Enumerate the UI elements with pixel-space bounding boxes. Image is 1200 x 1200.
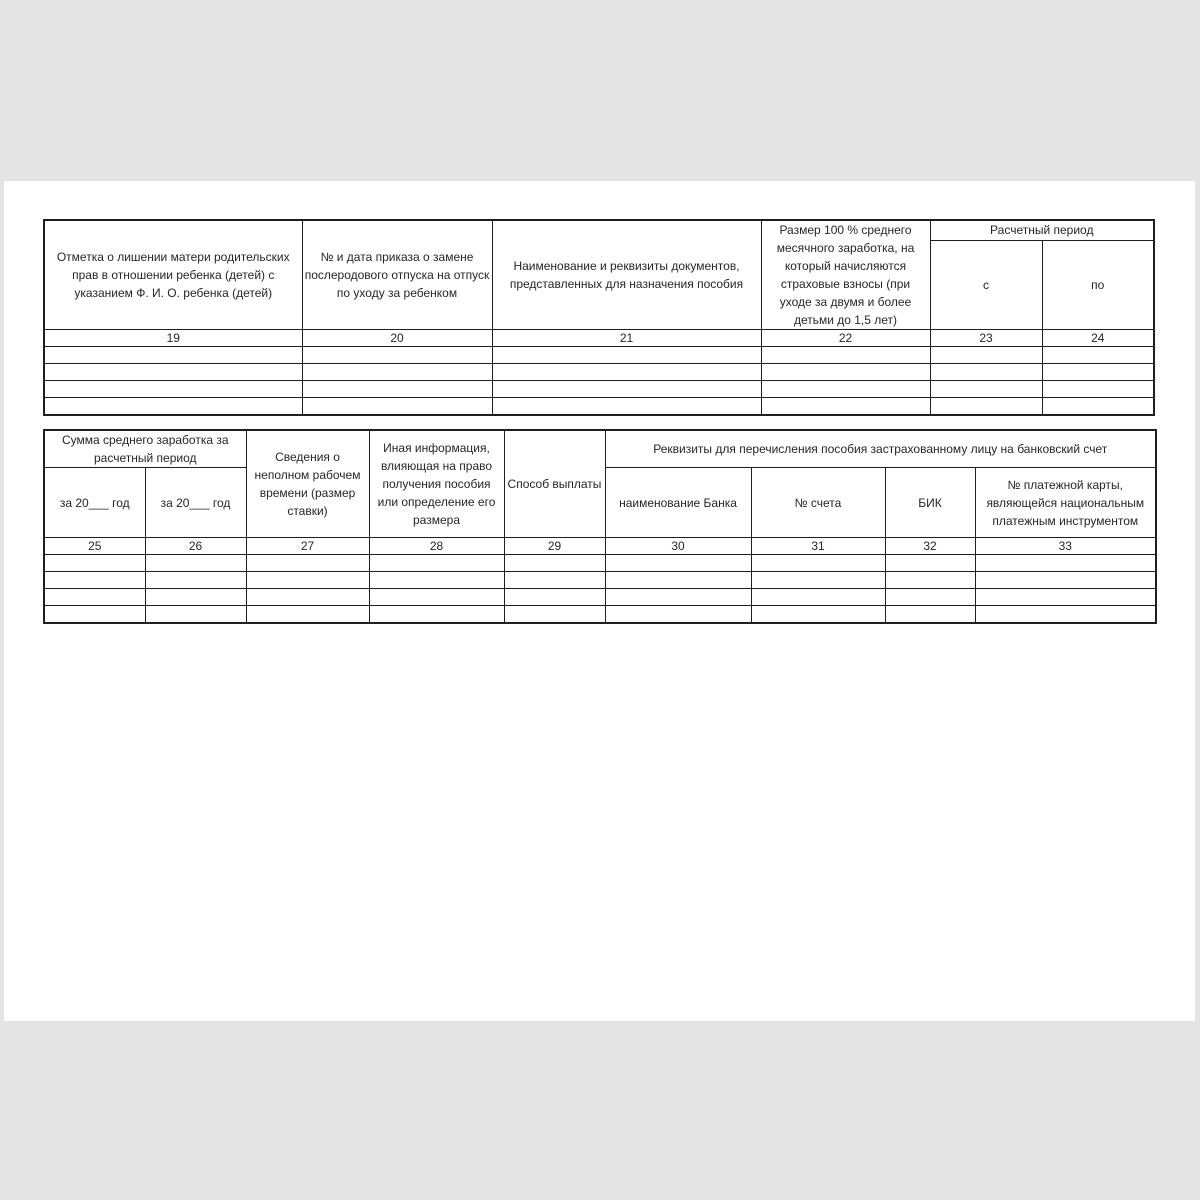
- table-cell[interactable]: [369, 555, 504, 572]
- column-number: 26: [145, 538, 246, 555]
- table-cell[interactable]: [302, 347, 492, 364]
- table-cell[interactable]: [885, 555, 975, 572]
- header-col-22: Размер 100 % среднего месячного заработка, на который начисляются страховые взносы (при уходе за двумя и более детьми до 1,5 лет): [761, 220, 930, 330]
- table-cell[interactable]: [504, 589, 605, 606]
- table-cell[interactable]: [930, 364, 1042, 381]
- table-cell[interactable]: [145, 606, 246, 624]
- header-col-25: за 20___ год: [44, 468, 145, 538]
- column-number: 33: [975, 538, 1156, 555]
- table-cell[interactable]: [761, 398, 930, 416]
- table-row: [44, 589, 1156, 606]
- header-col-33: № платежной карты, являющейся национальным платежным инструментом: [975, 468, 1156, 538]
- table-cell[interactable]: [975, 572, 1156, 589]
- table-cell[interactable]: [751, 572, 885, 589]
- table-cell[interactable]: [751, 606, 885, 624]
- table-cell[interactable]: [885, 589, 975, 606]
- table-cell[interactable]: [1042, 381, 1154, 398]
- table-cell[interactable]: [492, 364, 761, 381]
- table-cell[interactable]: [975, 589, 1156, 606]
- header-col-27: Сведения о неполном рабочем времени (размер ставки): [246, 430, 369, 538]
- table-cell[interactable]: [369, 572, 504, 589]
- table-row: [44, 364, 1154, 381]
- table-row: [44, 347, 1154, 364]
- table-cell[interactable]: [44, 364, 302, 381]
- table-cell[interactable]: [605, 589, 751, 606]
- table-cell[interactable]: [504, 606, 605, 624]
- benefit-table-part-1: [43, 219, 1155, 416]
- column-number: 27: [246, 538, 369, 555]
- table-cell[interactable]: [44, 555, 145, 572]
- table-cell[interactable]: [145, 555, 246, 572]
- column-number: 19: [44, 330, 302, 347]
- table-cell[interactable]: [605, 606, 751, 624]
- table-cell[interactable]: [504, 572, 605, 589]
- header-period: Расчетный период: [930, 220, 1154, 240]
- table-cell[interactable]: [492, 347, 761, 364]
- table-cell[interactable]: [246, 555, 369, 572]
- table-cell[interactable]: [1042, 398, 1154, 416]
- table-cell[interactable]: [975, 555, 1156, 572]
- table-cell[interactable]: [761, 381, 930, 398]
- column-number: 20: [302, 330, 492, 347]
- header-col-26: за 20___ год: [145, 468, 246, 538]
- table-cell[interactable]: [1042, 364, 1154, 381]
- header-average-earnings: Сумма среднего заработка за расчетный период: [44, 430, 246, 468]
- column-number-row: [44, 538, 1156, 555]
- table-cell[interactable]: [885, 606, 975, 624]
- table-cell[interactable]: [930, 398, 1042, 416]
- header-col-23: с: [930, 240, 1042, 329]
- form-sheet: [4, 181, 1195, 1021]
- table-cell[interactable]: [885, 572, 975, 589]
- table-cell[interactable]: [44, 606, 145, 624]
- table-cell[interactable]: [751, 555, 885, 572]
- column-number: 22: [761, 330, 930, 347]
- column-number: 31: [751, 538, 885, 555]
- table-row: [44, 398, 1154, 416]
- header-col-31: № счета: [751, 468, 885, 538]
- table-cell[interactable]: [44, 398, 302, 416]
- table-cell[interactable]: [369, 589, 504, 606]
- table-cell[interactable]: [605, 572, 751, 589]
- table-cell[interactable]: [751, 589, 885, 606]
- table-cell[interactable]: [302, 364, 492, 381]
- column-number-row: [44, 330, 1154, 347]
- column-number: 21: [492, 330, 761, 347]
- header-col-28: Иная информация, влияющая на право получения пособия или определение его размера: [369, 430, 504, 538]
- table-cell[interactable]: [44, 381, 302, 398]
- table-row: [44, 572, 1156, 589]
- table-cell[interactable]: [369, 606, 504, 624]
- table-row: [44, 555, 1156, 572]
- table-cell[interactable]: [44, 347, 302, 364]
- table-cell[interactable]: [302, 398, 492, 416]
- header-bank-details: Реквизиты для перечисления пособия застрахованному лицу на банковский счет: [605, 430, 1156, 468]
- table-cell[interactable]: [246, 589, 369, 606]
- table-row: [44, 606, 1156, 624]
- header-col-29: Способ выплаты: [504, 430, 605, 538]
- column-number: 23: [930, 330, 1042, 347]
- table-cell[interactable]: [246, 606, 369, 624]
- table-cell[interactable]: [504, 555, 605, 572]
- table-cell[interactable]: [145, 589, 246, 606]
- table-cell[interactable]: [975, 606, 1156, 624]
- table-cell[interactable]: [1042, 347, 1154, 364]
- column-number: 30: [605, 538, 751, 555]
- table-cell[interactable]: [605, 555, 751, 572]
- table-cell[interactable]: [930, 347, 1042, 364]
- header-col-30: наименование Банка: [605, 468, 751, 538]
- table-cell[interactable]: [44, 572, 145, 589]
- header-col-32: БИК: [885, 468, 975, 538]
- column-number: 25: [44, 538, 145, 555]
- column-number: 28: [369, 538, 504, 555]
- table-row: [44, 381, 1154, 398]
- table-cell[interactable]: [930, 381, 1042, 398]
- header-col-19: Отметка о лишении матери родительских прав в отношении ребенка (детей) с указанием Ф. И. О. ребенка (детей): [44, 220, 302, 330]
- column-number: 24: [1042, 330, 1154, 347]
- column-number: 32: [885, 538, 975, 555]
- table-cell[interactable]: [761, 347, 930, 364]
- benefit-table-part-2: [43, 429, 1157, 624]
- column-number: 29: [504, 538, 605, 555]
- header-col-21: Наименование и реквизиты документов, представленных для назначения пособия: [492, 220, 761, 330]
- table-cell[interactable]: [761, 364, 930, 381]
- table-cell[interactable]: [246, 572, 369, 589]
- table-cell[interactable]: [145, 572, 246, 589]
- header-col-24: по: [1042, 240, 1154, 329]
- table-cell[interactable]: [302, 381, 492, 398]
- table-cell[interactable]: [44, 589, 145, 606]
- table-cell[interactable]: [492, 381, 761, 398]
- header-col-20: № и дата приказа о замене послеродового отпуска на отпуск по уходу за ребенком: [302, 220, 492, 330]
- table-cell[interactable]: [492, 398, 761, 416]
